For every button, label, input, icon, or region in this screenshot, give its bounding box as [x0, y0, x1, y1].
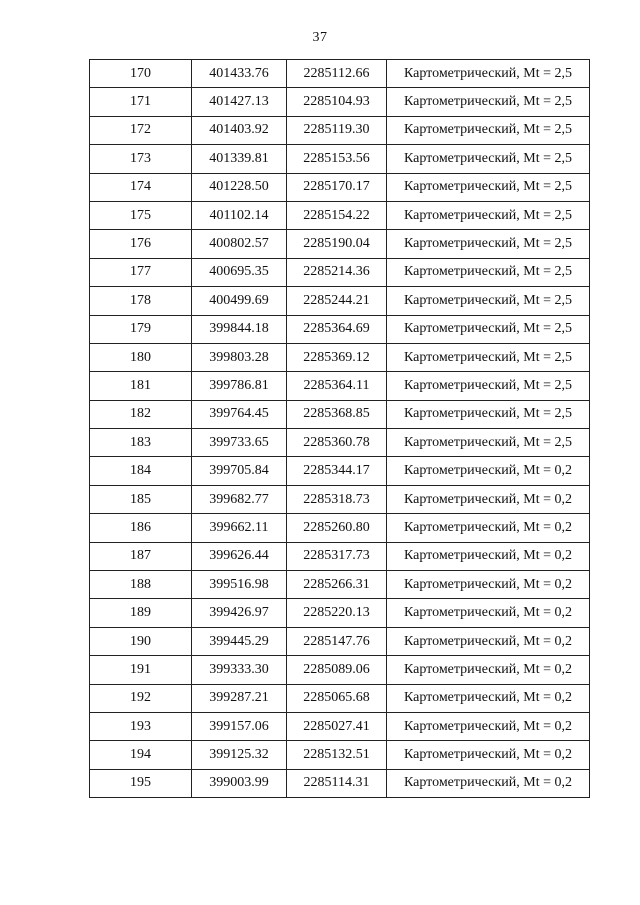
- x-coordinate-cell: 399445.29: [192, 627, 287, 655]
- table-row: [90, 145, 590, 173]
- y-coordinate-cell: 2285244.21: [287, 287, 387, 315]
- table-row: [90, 514, 590, 542]
- point-number-cell: 178: [90, 287, 192, 315]
- table-row: [90, 656, 590, 684]
- method-cell: Картометрический, Mt = 0,2: [387, 684, 590, 712]
- table-row: [90, 571, 590, 599]
- point-number-cell: 182: [90, 400, 192, 428]
- table-row: [90, 201, 590, 229]
- x-coordinate-cell: 399287.21: [192, 684, 287, 712]
- point-number-cell: 187: [90, 542, 192, 570]
- method-cell: Картометрический, Mt = 0,2: [387, 769, 590, 797]
- point-number-cell: 170: [90, 60, 192, 88]
- x-coordinate-cell: 401433.76: [192, 60, 287, 88]
- point-number-cell: 191: [90, 656, 192, 684]
- method-cell: Картометрический, Mt = 2,5: [387, 343, 590, 371]
- x-coordinate-cell: 399733.65: [192, 429, 287, 457]
- table-row: [90, 60, 590, 88]
- table-row: [90, 173, 590, 201]
- x-coordinate-cell: 400802.57: [192, 230, 287, 258]
- point-number-cell: 195: [90, 769, 192, 797]
- method-cell: Картометрический, Mt = 0,2: [387, 712, 590, 740]
- x-coordinate-cell: 400499.69: [192, 287, 287, 315]
- y-coordinate-cell: 2285104.93: [287, 88, 387, 116]
- point-number-cell: 190: [90, 627, 192, 655]
- method-cell: Картометрический, Mt = 2,5: [387, 258, 590, 286]
- x-coordinate-cell: 401427.13: [192, 88, 287, 116]
- x-coordinate-cell: 401403.92: [192, 116, 287, 144]
- y-coordinate-cell: 2285154.22: [287, 201, 387, 229]
- method-cell: Картометрический, Mt = 2,5: [387, 145, 590, 173]
- x-coordinate-cell: 399764.45: [192, 400, 287, 428]
- point-number-cell: 174: [90, 173, 192, 201]
- y-coordinate-cell: 2285170.17: [287, 173, 387, 201]
- table-row: [90, 343, 590, 371]
- table-row: [90, 258, 590, 286]
- table-row: [90, 599, 590, 627]
- x-coordinate-cell: 399157.06: [192, 712, 287, 740]
- x-coordinate-cell: 399705.84: [192, 457, 287, 485]
- method-cell: Картометрический, Mt = 0,2: [387, 627, 590, 655]
- point-number-cell: 194: [90, 741, 192, 769]
- point-number-cell: 175: [90, 201, 192, 229]
- method-cell: Картометрический, Mt = 0,2: [387, 571, 590, 599]
- y-coordinate-cell: 2285190.04: [287, 230, 387, 258]
- x-coordinate-cell: 401102.14: [192, 201, 287, 229]
- method-cell: Картометрический, Mt = 2,5: [387, 400, 590, 428]
- point-number-cell: 171: [90, 88, 192, 116]
- point-number-cell: 188: [90, 571, 192, 599]
- x-coordinate-cell: 399626.44: [192, 542, 287, 570]
- method-cell: Картометрический, Mt = 0,2: [387, 656, 590, 684]
- point-number-cell: 193: [90, 712, 192, 740]
- method-cell: Картометрический, Mt = 0,2: [387, 741, 590, 769]
- coordinates-table: [89, 59, 590, 798]
- x-coordinate-cell: 401228.50: [192, 173, 287, 201]
- y-coordinate-cell: 2285368.85: [287, 400, 387, 428]
- point-number-cell: 184: [90, 457, 192, 485]
- y-coordinate-cell: 2285317.73: [287, 542, 387, 570]
- y-coordinate-cell: 2285220.13: [287, 599, 387, 627]
- table-row: [90, 542, 590, 570]
- x-coordinate-cell: 400695.35: [192, 258, 287, 286]
- x-coordinate-cell: 399125.32: [192, 741, 287, 769]
- table-row: [90, 684, 590, 712]
- table-row: [90, 485, 590, 513]
- method-cell: Картометрический, Mt = 0,2: [387, 542, 590, 570]
- y-coordinate-cell: 2285266.31: [287, 571, 387, 599]
- table-row: [90, 400, 590, 428]
- method-cell: Картометрический, Mt = 2,5: [387, 372, 590, 400]
- y-coordinate-cell: 2285369.12: [287, 343, 387, 371]
- x-coordinate-cell: 399003.99: [192, 769, 287, 797]
- point-number-cell: 183: [90, 429, 192, 457]
- y-coordinate-cell: 2285112.66: [287, 60, 387, 88]
- method-cell: Картометрический, Mt = 2,5: [387, 88, 590, 116]
- method-cell: Картометрический, Mt = 2,5: [387, 315, 590, 343]
- point-number-cell: 172: [90, 116, 192, 144]
- table-row: [90, 116, 590, 144]
- y-coordinate-cell: 2285027.41: [287, 712, 387, 740]
- point-number-cell: 185: [90, 485, 192, 513]
- x-coordinate-cell: 399333.30: [192, 656, 287, 684]
- table-row: [90, 769, 590, 797]
- table-row: [90, 230, 590, 258]
- y-coordinate-cell: 2285364.69: [287, 315, 387, 343]
- method-cell: Картометрический, Mt = 0,2: [387, 485, 590, 513]
- method-cell: Картометрический, Mt = 0,2: [387, 514, 590, 542]
- y-coordinate-cell: 2285065.68: [287, 684, 387, 712]
- x-coordinate-cell: 399844.18: [192, 315, 287, 343]
- table-row: [90, 315, 590, 343]
- table-row: [90, 627, 590, 655]
- x-coordinate-cell: 399682.77: [192, 485, 287, 513]
- y-coordinate-cell: 2285132.51: [287, 741, 387, 769]
- point-number-cell: 186: [90, 514, 192, 542]
- point-number-cell: 173: [90, 145, 192, 173]
- y-coordinate-cell: 2285147.76: [287, 627, 387, 655]
- y-coordinate-cell: 2285360.78: [287, 429, 387, 457]
- y-coordinate-cell: 2285153.56: [287, 145, 387, 173]
- y-coordinate-cell: 2285260.80: [287, 514, 387, 542]
- table-row: [90, 372, 590, 400]
- table-row: [90, 457, 590, 485]
- x-coordinate-cell: 399662.11: [192, 514, 287, 542]
- x-coordinate-cell: 399786.81: [192, 372, 287, 400]
- table-row: [90, 741, 590, 769]
- page-number: 37: [312, 30, 328, 45]
- x-coordinate-cell: 399426.97: [192, 599, 287, 627]
- table-row: [90, 712, 590, 740]
- y-coordinate-cell: 2285364.11: [287, 372, 387, 400]
- method-cell: Картометрический, Mt = 2,5: [387, 429, 590, 457]
- table-row: [90, 429, 590, 457]
- table-row: [90, 287, 590, 315]
- point-number-cell: 180: [90, 343, 192, 371]
- point-number-cell: 189: [90, 599, 192, 627]
- y-coordinate-cell: 2285114.31: [287, 769, 387, 797]
- point-number-cell: 181: [90, 372, 192, 400]
- point-number-cell: 177: [90, 258, 192, 286]
- method-cell: Картометрический, Mt = 2,5: [387, 287, 590, 315]
- y-coordinate-cell: 2285214.36: [287, 258, 387, 286]
- method-cell: Картометрический, Mt = 2,5: [387, 201, 590, 229]
- point-number-cell: 176: [90, 230, 192, 258]
- method-cell: Картометрический, Mt = 2,5: [387, 173, 590, 201]
- point-number-cell: 179: [90, 315, 192, 343]
- y-coordinate-cell: 2285089.06: [287, 656, 387, 684]
- coordinates-table-body: [90, 60, 590, 798]
- method-cell: Картометрический, Mt = 0,2: [387, 599, 590, 627]
- y-coordinate-cell: 2285318.73: [287, 485, 387, 513]
- x-coordinate-cell: 401339.81: [192, 145, 287, 173]
- y-coordinate-cell: 2285119.30: [287, 116, 387, 144]
- method-cell: Картометрический, Mt = 2,5: [387, 116, 590, 144]
- y-coordinate-cell: 2285344.17: [287, 457, 387, 485]
- method-cell: Картометрический, Mt = 2,5: [387, 230, 590, 258]
- point-number-cell: 192: [90, 684, 192, 712]
- method-cell: Картометрический, Mt = 2,5: [387, 60, 590, 88]
- x-coordinate-cell: 399803.28: [192, 343, 287, 371]
- method-cell: Картометрический, Mt = 0,2: [387, 457, 590, 485]
- table-row: [90, 88, 590, 116]
- x-coordinate-cell: 399516.98: [192, 571, 287, 599]
